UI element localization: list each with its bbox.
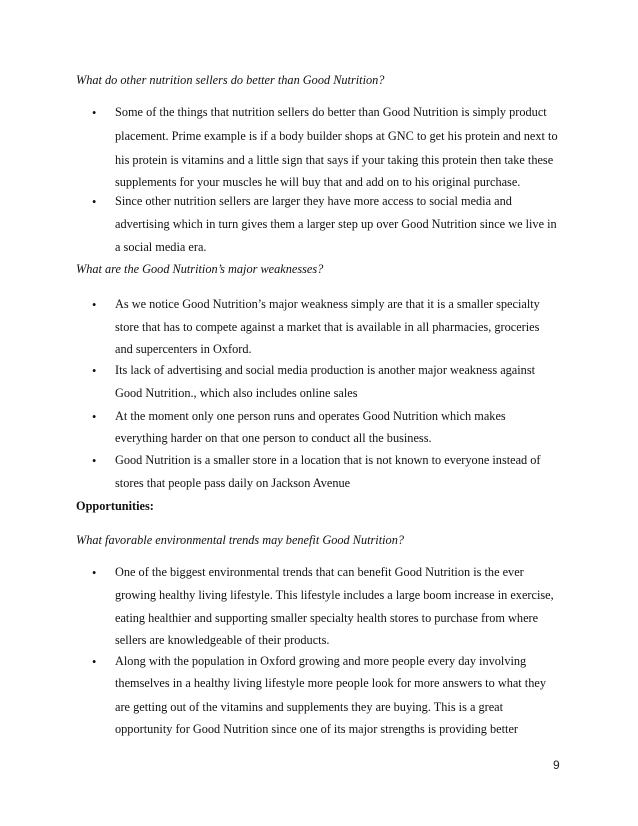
bullet-text-line: One of the biggest environmental trends that can benefit Good Nutrition is the ever bbox=[115, 565, 524, 579]
bullet-text-line: themselves in a healthy living lifestyle more people look for more answers to what they bbox=[115, 676, 546, 690]
bullet-text-line: opportunity for Good Nutrition since one of its major strengths is providing better bbox=[115, 722, 519, 736]
bullet-text-line: sellers are knowledgeable of their products. bbox=[115, 633, 330, 647]
bullet-dot: • bbox=[92, 195, 97, 209]
bullet-dot: • bbox=[92, 298, 97, 312]
bullet-dot: • bbox=[92, 454, 97, 468]
bullet-text-line: At the moment only one person runs and operates Good Nutrition which makes bbox=[115, 409, 506, 423]
opportunities-heading: Opportunities: bbox=[76, 499, 154, 513]
bullet-text-line: supplements for your muscles he will buy that and add on to his original purchase. bbox=[115, 175, 521, 189]
bullet-text-line: Some of the things that nutrition sellers do better than Good Nutrition is simply product bbox=[115, 105, 547, 119]
bullet-dot: • bbox=[92, 655, 97, 669]
bullet-dot: • bbox=[92, 410, 97, 424]
bullet-text-line: growing healthy living lifestyle. This lifestyle includes a large boom increase in exercise, bbox=[115, 588, 554, 602]
bullet-text-line: everything harder on that one person to conduct all the business. bbox=[115, 431, 432, 445]
bullet-text-line: Good Nutrition., which also includes online sales bbox=[115, 386, 358, 400]
bullet-dot: • bbox=[92, 364, 97, 378]
bullet-text-line: Good Nutrition is a smaller store in a location that is not known to everyone instead of bbox=[115, 453, 541, 467]
bullet-text-line: As we notice Good Nutrition’s major weakness simply are that it is a smaller specialty bbox=[115, 297, 540, 311]
bullet-text-line: a social media era. bbox=[115, 240, 207, 254]
bullet-text-line: are getting out of the vitamins and supplements they are buying. This is a great bbox=[115, 700, 504, 714]
bullet-text-line: placement. Prime example is if a body builder shops at GNC to get his protein and next to bbox=[115, 129, 558, 143]
bullet-text-line: his protein is vitamins and a little sign that says if your taking this protein then take these bbox=[115, 153, 554, 167]
section-question-heading: What favorable environmental trends may benefit Good Nutrition? bbox=[76, 533, 404, 547]
bullet-text-line: advertising which in turn gives them a larger step up over Good Nutrition since we live in bbox=[115, 217, 557, 231]
bullet-dot: • bbox=[92, 566, 97, 580]
bullet-text-line: stores that people pass daily on Jackson Avenue bbox=[115, 476, 351, 490]
bullet-text-line: Along with the population in Oxford growing and more people every day involving bbox=[115, 654, 527, 668]
page-number: 9 bbox=[553, 758, 560, 772]
section-question-heading: What do other nutrition sellers do better than Good Nutrition? bbox=[76, 73, 385, 87]
section-question-heading: What are the Good Nutrition’s major weaknesses? bbox=[76, 262, 324, 276]
bullet-text-line: Since other nutrition sellers are larger they have more access to social media and bbox=[115, 194, 512, 208]
bullet-dot: • bbox=[92, 106, 97, 120]
bullet-text-line: and supercenters in Oxford. bbox=[115, 342, 252, 356]
bullet-text-line: eating healthier and supporting smaller specialty health stores to purchase from where bbox=[115, 611, 539, 625]
bullet-text-line: Its lack of advertising and social media production is another major weakness against bbox=[115, 363, 536, 377]
bullet-text-line: store that has to compete against a market that is available in all pharmacies, groceries bbox=[115, 320, 540, 334]
